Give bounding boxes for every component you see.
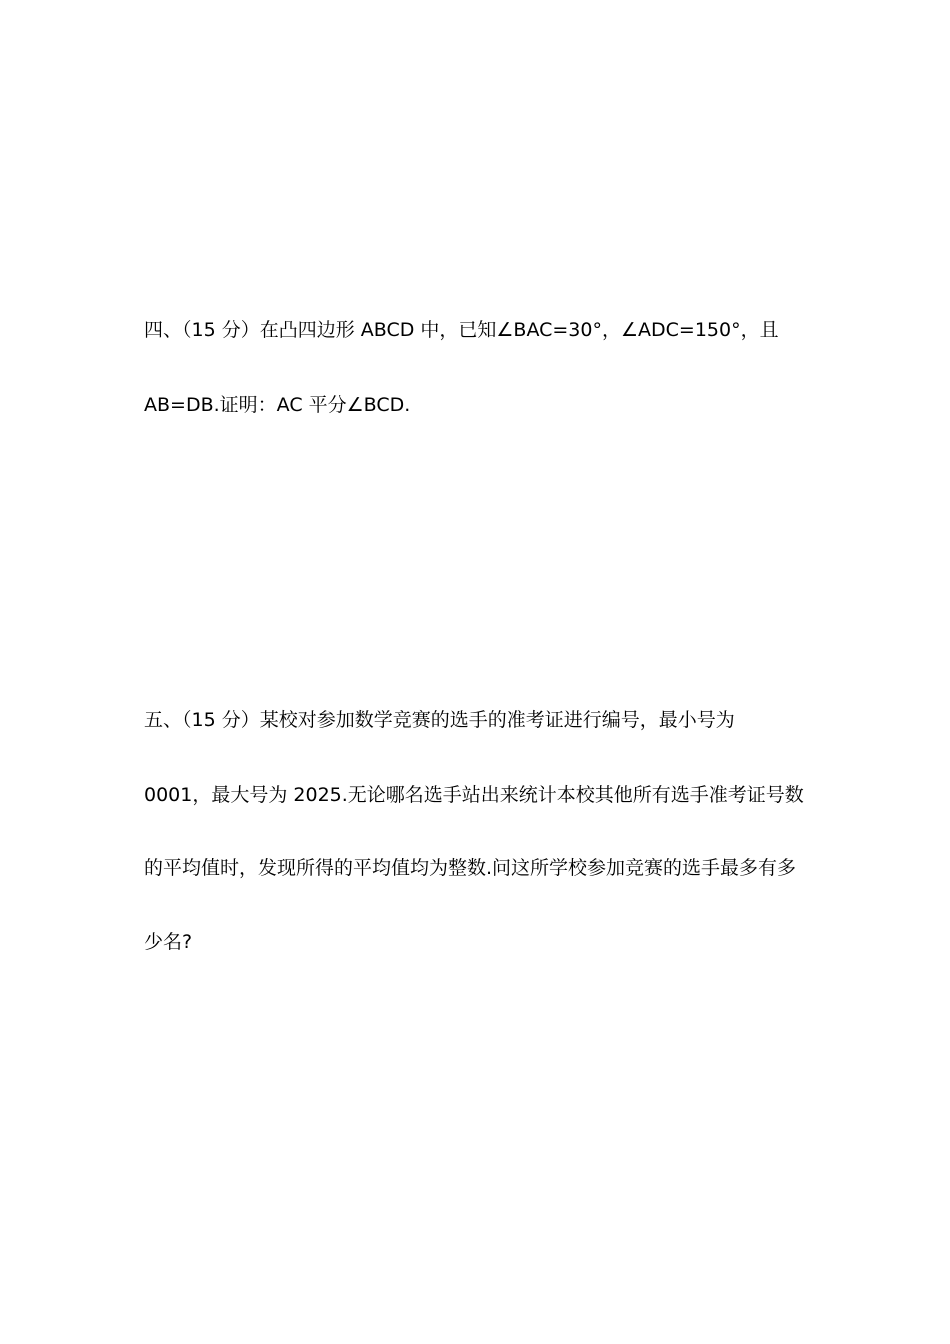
problem-five-line-3: 的平均值时，发现所得的平均值均为整数.问这所学校参加竞赛的选手最多有多 — [144, 857, 797, 879]
problem-five-line-1: 五、（15 分）某校对参加数学竞赛的选手的准考证进行编号，最小号为 — [144, 709, 735, 731]
problem-five-line-2: 0001，最大号为 2025.无论哪名选手站出来统计本校其他所有选手准考证号数 — [144, 784, 804, 806]
problem-five-line-4: 少名? — [144, 931, 193, 953]
problem-four-line-2: AB=DB.证明：AC 平分∠BCD. — [144, 394, 411, 416]
problem-four-line-1: 四、（15 分）在凸四边形 ABCD 中，已知∠BAC=30°，∠ADC=150°，且 — [144, 319, 779, 341]
